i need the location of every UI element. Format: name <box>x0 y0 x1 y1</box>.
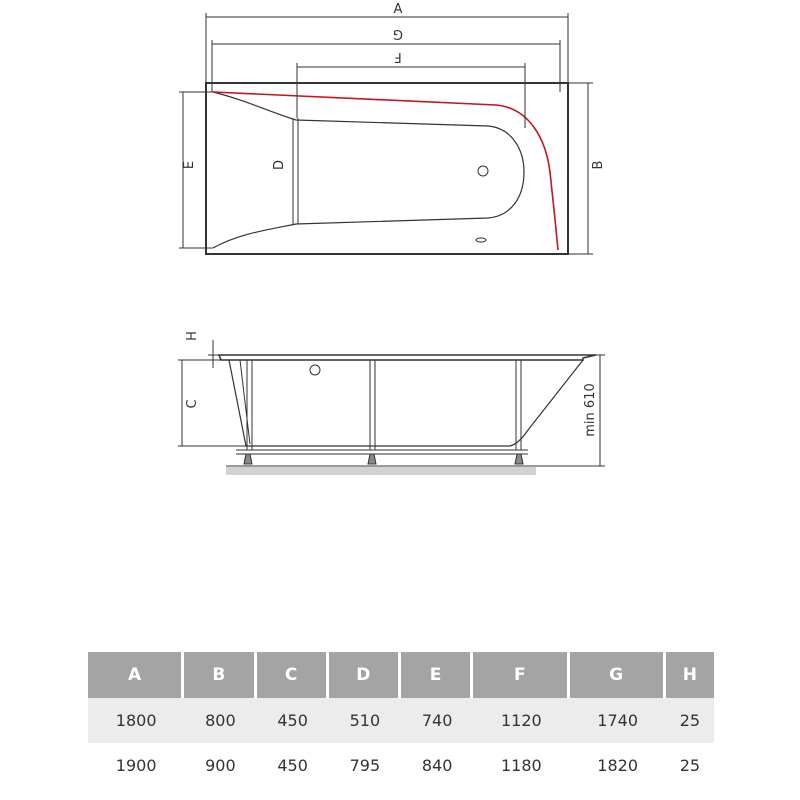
foot-right <box>515 454 523 464</box>
header-cell: E <box>401 652 473 698</box>
header-cell: G <box>570 652 666 698</box>
tub-outer-rim <box>206 83 568 254</box>
table-row <box>88 743 714 788</box>
table-row <box>88 698 714 743</box>
header-cell: B <box>184 652 256 698</box>
header-cell: D <box>329 652 401 698</box>
overflow-icon <box>476 238 486 242</box>
top-view <box>179 13 593 254</box>
foot-left <box>244 454 252 464</box>
table-cell: 25 <box>666 743 714 788</box>
table-cell: 740 <box>401 698 473 743</box>
dim-label-e: E <box>182 160 197 170</box>
top-view-dimension-labels <box>182 2 606 170</box>
tub-rim-side <box>219 355 596 360</box>
table-cell: 1820 <box>570 743 666 788</box>
table-cell: 25 <box>666 698 714 743</box>
dim-label-f: F <box>394 49 402 64</box>
drain-icon <box>478 166 488 176</box>
foot-middle <box>368 454 376 464</box>
dim-label-b: B <box>591 160 606 170</box>
tub-inner-basin <box>213 92 524 248</box>
table-cell: 800 <box>184 698 256 743</box>
frame-post-right <box>516 360 521 450</box>
dim-label-a: A <box>393 2 403 17</box>
table-cell: 1800 <box>88 698 184 743</box>
table-header-row <box>88 652 714 698</box>
dim-label-min610: min 610 <box>583 383 598 437</box>
tub-body-side <box>229 360 583 446</box>
frame-post-middle <box>370 360 375 450</box>
table-cell: 510 <box>329 698 401 743</box>
header-cell: F <box>473 652 569 698</box>
header-cell: H <box>666 652 714 698</box>
dim-label-h: H <box>185 331 200 341</box>
table-cell: 450 <box>257 743 329 788</box>
table-cell: 900 <box>184 743 256 788</box>
dimensions-table <box>88 652 714 788</box>
floor-shade <box>226 467 536 475</box>
overflow-side-icon <box>310 365 320 375</box>
table-cell: 795 <box>329 743 401 788</box>
table-cell: 840 <box>401 743 473 788</box>
header-cell: C <box>257 652 329 698</box>
table-cell: 1740 <box>570 698 666 743</box>
table-cell: 1120 <box>473 698 569 743</box>
table-cell: 450 <box>257 698 329 743</box>
header-cell: A <box>88 652 184 698</box>
dim-label-c: C <box>185 399 200 409</box>
table-cell: 1900 <box>88 743 184 788</box>
tub-red-contour <box>213 92 558 250</box>
dim-label-d: D <box>272 159 287 171</box>
table-cell: 1180 <box>473 743 569 788</box>
dim-label-g: G <box>392 26 404 41</box>
side-view <box>178 340 605 475</box>
